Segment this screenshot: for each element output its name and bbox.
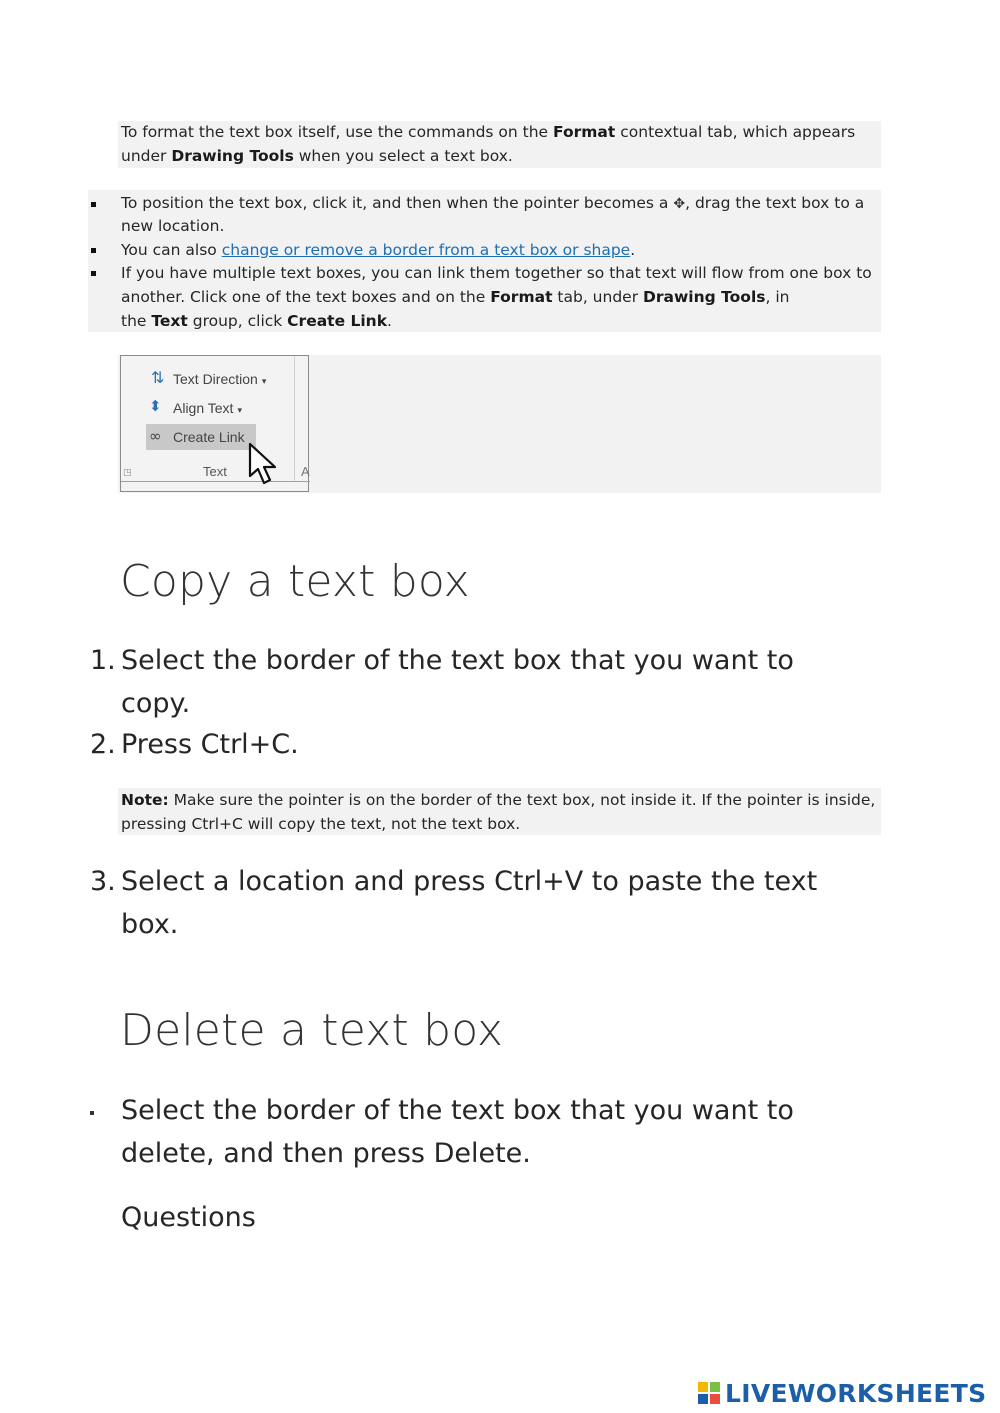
border-help-link[interactable]: change or remove a border from a text box or shape xyxy=(221,241,631,259)
delete-instruction-line-1: Select the border of the text box that you want to xyxy=(121,1095,794,1126)
create-link-command[interactable]: Create Link xyxy=(173,429,245,445)
step-3-line-2: box. xyxy=(121,909,179,940)
step-3-number: 3. xyxy=(90,866,116,897)
note-line-1: Note: Make sure the pointer is on the border of the text box, not inside it. If the pointer is inside, xyxy=(121,791,876,809)
align-text-command[interactable]: Align Text ▾ xyxy=(173,400,242,416)
move-pointer-icon: ✥ xyxy=(673,196,686,212)
bullet-marker xyxy=(90,1111,94,1115)
delete-section-heading: Delete a text box xyxy=(120,1005,504,1056)
ribbon-text-group-image xyxy=(120,355,309,492)
questions-label: Questions xyxy=(121,1202,256,1233)
create-link-icon: ∞ xyxy=(149,427,162,445)
delete-instruction-line-2: delete, and then press Delete. xyxy=(121,1138,531,1169)
liveworksheets-logo xyxy=(698,1378,986,1408)
format-tip-line-2: under Drawing Tools when you select a text box. xyxy=(121,147,513,165)
step-1-line-1: Select the border of the text box that you want to xyxy=(121,645,794,676)
bullet-border-line: You can also change or remove a border from a text box or shape. xyxy=(121,241,636,259)
text-direction-command[interactable]: Text Direction ▾ xyxy=(173,371,267,387)
chevron-down-icon: ▾ xyxy=(237,405,242,415)
bullet-link-line-2: another. Click one of the text boxes and on the Format tab, under Drawing Tools, in xyxy=(121,288,790,306)
format-tip-line-1: To format the text box itself, use the commands on the Format contextual tab, which appears xyxy=(121,123,856,141)
chevron-down-icon: ▾ xyxy=(261,376,267,386)
bullet-link-line-3: the Text group, click Create Link. xyxy=(121,312,392,330)
next-group-label: A xyxy=(301,464,310,479)
liveworksheets-wordmark: LIVEWORKSHEETS xyxy=(725,1378,987,1408)
bullet-marker xyxy=(91,248,96,253)
step-1-line-2: copy. xyxy=(121,688,191,719)
dialog-launcher-icon: ◳ xyxy=(123,468,132,478)
bullet-position-line-2: new location. xyxy=(121,217,225,235)
bullet-position-line-1: To position the text box, click it, and then when the pointer becomes a ✥, drag the text box to a xyxy=(121,194,865,212)
mouse-cursor-icon xyxy=(247,442,283,488)
text-direction-icon: ⇅ xyxy=(151,368,165,387)
step-2-number: 2. xyxy=(90,729,116,760)
bullet-marker xyxy=(91,271,96,276)
step-1-number: 1. xyxy=(90,645,116,676)
text-group-label: Text xyxy=(203,464,227,479)
note-line-2: pressing Ctrl+C will copy the text, not the text box. xyxy=(121,815,521,833)
align-text-icon: ⬍ xyxy=(149,397,162,415)
step-3-line-1: Select a location and press Ctrl+V to paste the text xyxy=(121,866,818,897)
liveworksheets-mark-icon xyxy=(698,1380,722,1406)
bullet-link-line-1: If you have multiple text boxes, you can link them together so that text will flow from one box to xyxy=(121,264,872,282)
bullet-marker xyxy=(91,202,96,207)
group-divider xyxy=(294,356,295,481)
step-2-text: Press Ctrl+C. xyxy=(121,729,299,760)
copy-section-heading: Copy a text box xyxy=(120,556,470,607)
